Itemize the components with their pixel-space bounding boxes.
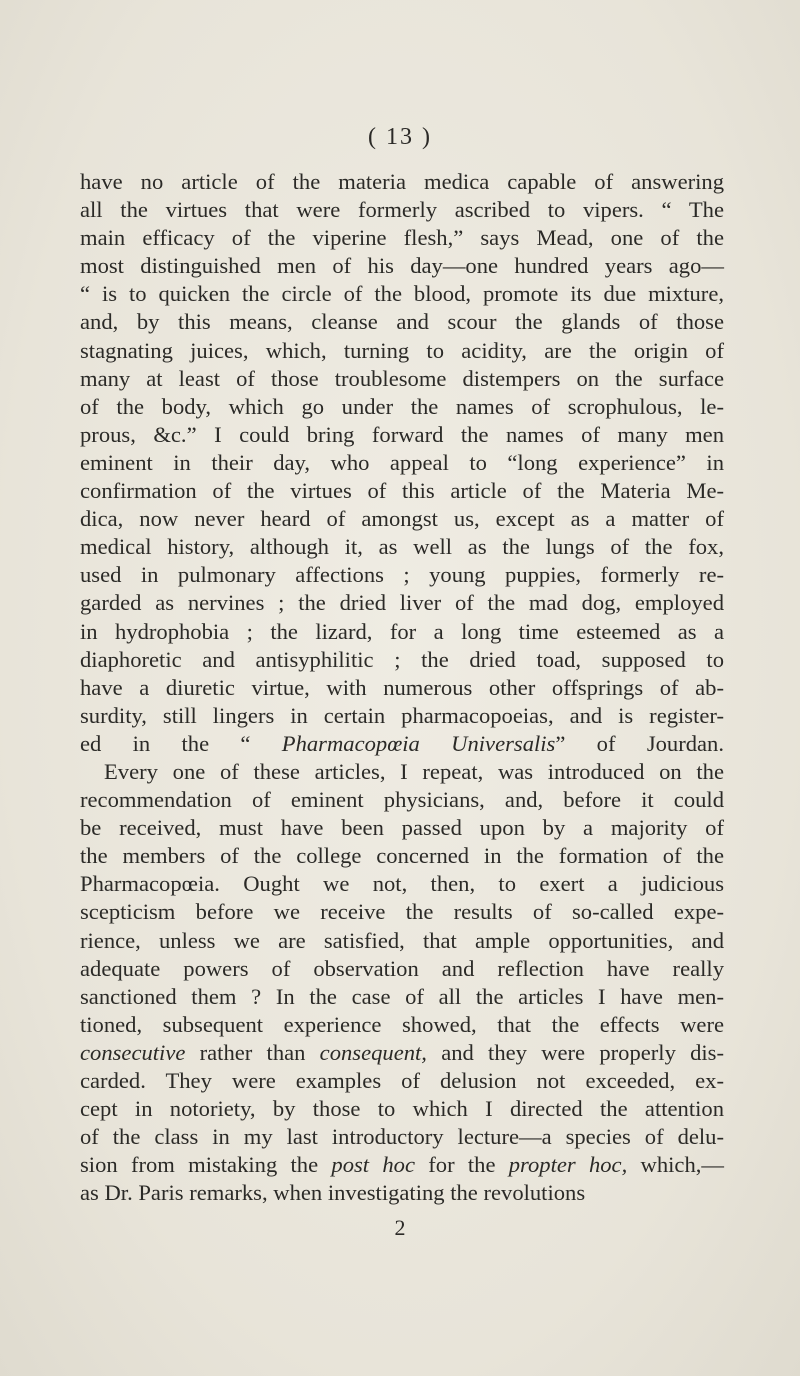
text-line	[80, 1011, 724, 1039]
text-line	[80, 505, 724, 533]
text-run: have a diuretic virtue, with numerous other offsprings of ab-	[80, 674, 724, 700]
text-line	[80, 674, 724, 702]
text-line	[80, 589, 724, 617]
text-line	[80, 252, 724, 280]
text-run: all the virtues that were formerly ascribed to vipers. “ The	[80, 197, 724, 223]
text-run: “ is to quicken the circle of the blood, promote its due mixture,	[80, 281, 724, 307]
text-run: and they were properly dis-	[426, 1039, 724, 1065]
text-line	[80, 870, 724, 898]
text-run: carded. They were examples of delusion not exceeded, ex-	[80, 1068, 724, 1093]
page-number: ( 13 )	[368, 124, 432, 150]
text-run: rience, unless we are satisfied, that ample opportunities, and	[80, 927, 724, 953]
italic-run: propter hoc,	[508, 1152, 628, 1178]
text-line	[80, 561, 724, 589]
text-line	[80, 168, 724, 196]
italic-run: Pharmacopœia Universalis	[281, 730, 556, 756]
text-line	[80, 365, 724, 393]
body-text	[80, 168, 724, 1207]
text-run: sion from mistaking the	[80, 1152, 332, 1178]
text-line	[80, 1095, 724, 1123]
text-run: of the body, which go under the names of scrophulous, le-	[80, 393, 724, 419]
text-run: dica, now never heard of amongst us, except as a matter of	[80, 506, 724, 532]
text-run: scepticism before we receive the results of so-called expe-	[80, 899, 724, 925]
text-line	[80, 421, 724, 449]
text-run: Pharmacopœia. Ought we not, then, to exert a judicious	[80, 871, 724, 897]
text-line	[80, 1179, 724, 1207]
text-run: garded as nervines ; the dried liver of the mad dog, employed	[80, 590, 724, 616]
text-line	[80, 842, 724, 870]
text-run: diaphoretic and antisyphilitic ; the dried toad, supposed to	[80, 646, 724, 672]
text-run: as Dr. Paris remarks, when investigating the revolutions	[80, 1180, 586, 1206]
signature-mark: 2	[394, 1215, 406, 1240]
text-run: Every one of these articles, I repeat, was introduced on the	[104, 758, 724, 784]
text-run: of the class in my last introductory lecture—a species of delu-	[80, 1124, 724, 1150]
text-run: the members of the college concerned in the formation of the	[80, 843, 724, 869]
text-run: stagnating juices, which, turning to acidity, are the origin of	[80, 337, 724, 363]
text-line	[80, 730, 724, 758]
text-run: for the	[414, 1152, 509, 1178]
text-run: ” of Jourdan.	[555, 730, 724, 756]
text-line	[80, 308, 724, 336]
text-run: which,—	[627, 1152, 724, 1178]
text-run: cept in notoriety, by those to which I directed the attention	[80, 1096, 724, 1122]
text-line	[80, 533, 724, 561]
text-run: many at least of those troublesome distempers on the surface	[80, 365, 724, 391]
text-line	[80, 786, 724, 814]
text-run: used in pulmonary affections ; young puppies, formerly re-	[80, 562, 724, 588]
text-line	[80, 646, 724, 674]
italic-run: post hoc	[331, 1152, 415, 1178]
text-line	[80, 477, 724, 505]
text-run: rather than	[185, 1039, 320, 1065]
text-run: main efficacy of the viperine flesh,” says Mead, one of the	[80, 225, 724, 251]
text-run: have no article of the materia medica capable of answering	[80, 169, 724, 194]
text-line	[80, 449, 724, 477]
text-line	[80, 196, 724, 224]
text-line	[80, 1151, 724, 1179]
text-run: confirmation of the virtues of this article of the Materia Me-	[80, 478, 724, 504]
text-line	[80, 898, 724, 926]
text-line	[80, 618, 724, 646]
text-line	[80, 280, 724, 308]
text-line	[80, 983, 724, 1011]
text-run: most distinguished men of his day—one hundred years ago—	[80, 253, 724, 279]
text-run: surdity, still lingers in certain pharmacopoeias, and is register-	[80, 702, 724, 728]
text-run: sanctioned them ? In the case of all the articles I have men-	[80, 983, 724, 1009]
italic-run: consecutive	[80, 1039, 186, 1065]
text-line	[80, 1067, 724, 1095]
text-line	[80, 702, 724, 730]
text-run: in hydrophobia ; the lizard, for a long time esteemed as a	[80, 618, 724, 644]
text-line	[80, 955, 724, 983]
text-line	[80, 1123, 724, 1151]
text-run: prous, &c.” I could bring forward the names of many men	[80, 421, 724, 447]
text-run: eminent in their day, who appeal to “long experience” in	[80, 449, 724, 475]
text-run: ed in the “	[80, 730, 282, 756]
text-line	[80, 1039, 724, 1067]
text-line	[80, 758, 724, 786]
text-line	[80, 337, 724, 365]
text-run: recommendation of eminent physicians, and, before it could	[80, 787, 724, 813]
text-run: and, by this means, cleanse and scour the glands of those	[80, 309, 724, 335]
text-run: medical history, although it, as well as the lungs of the fox,	[80, 534, 724, 560]
text-line	[80, 224, 724, 252]
text-run: tioned, subsequent experience showed, that the effects were	[80, 1011, 724, 1037]
text-line	[80, 393, 724, 421]
text-line	[80, 927, 724, 955]
text-run: be received, must have been passed upon by a majority of	[80, 815, 724, 841]
italic-run: consequent,	[319, 1039, 427, 1065]
text-run: adequate powers of observation and reflection have really	[80, 955, 724, 981]
text-line	[80, 814, 724, 842]
